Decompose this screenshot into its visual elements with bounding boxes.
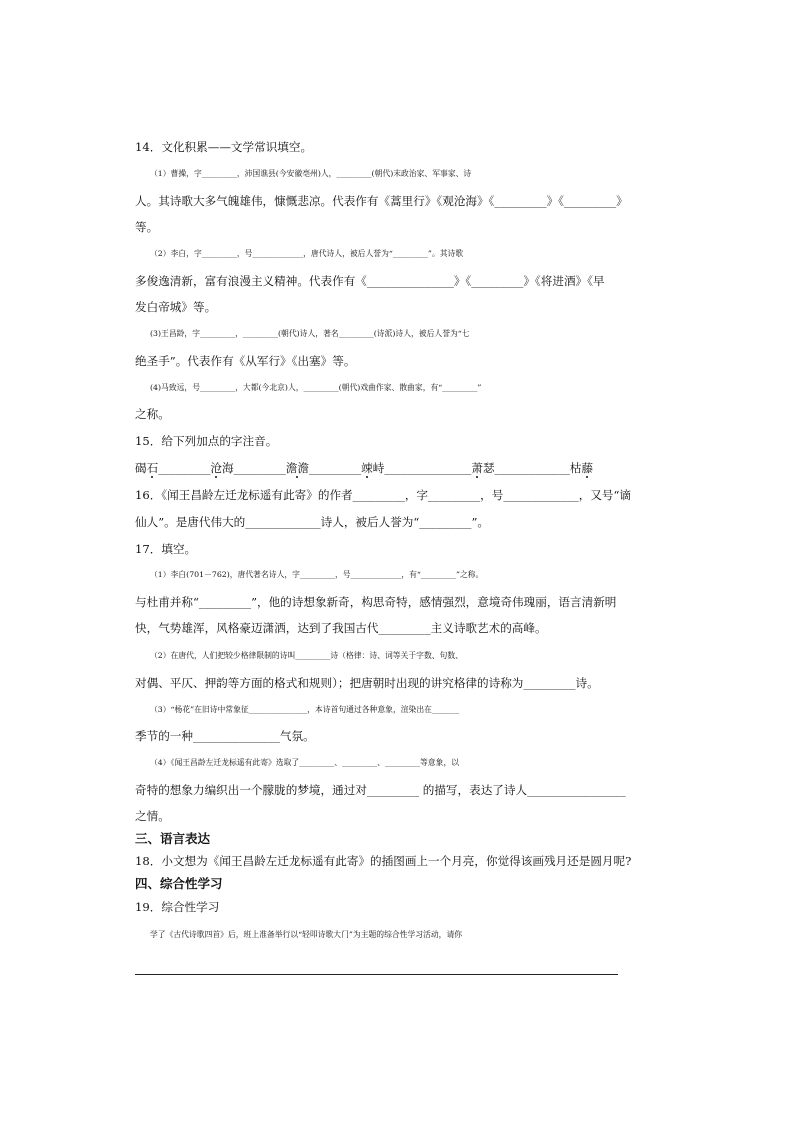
q17-1-line-1: （1）李白(701－762)，唐代著名诗人，字_________，号_____________，有“_________”之称。 [150, 570, 484, 579]
question-18: 18．小文想为《闻王昌龄左迁龙标遥有此寄》的插图画上一个月亮，你觉得该画残月还是圆月呢? [135, 854, 632, 868]
footer-divider [135, 974, 618, 975]
q14-1-line-1: （1）曹操，字_________，沛国谯县(今安徽亳州)人，_________(朝代)末政治家、军事家、诗 [150, 169, 472, 178]
pinyin-word-5: 萧瑟 [471, 461, 495, 475]
q17-2-line-2: 对偶、平仄、押韵等方面的格式和规则）；把唐朝时出现的讲究格律的诗称为_________诗。 [135, 676, 599, 690]
section-4-heading: 四、综合性学习 [135, 876, 223, 891]
q14-1-line-3: 等。 [135, 220, 159, 234]
pinyin-blank-4: _______________ [384, 461, 472, 475]
q17-3-line-2: 季节的一种_______________气氛。 [135, 729, 315, 743]
pinyin-word-1: 碣石 [135, 461, 159, 475]
pinyin-row [135, 460, 665, 476]
q17-2-line-1: （2）在唐代，人们把较少格律限制的诗叫_________诗（格律：诗、词等关于字数、句数、 [150, 651, 463, 660]
question-15-title: 15．给下列加点的字注音。 [135, 434, 278, 448]
section-3-heading: 三、语言表达 [135, 831, 211, 846]
q17-4-line-3: 之情。 [135, 809, 170, 823]
question-14-title: 14．文化积累——文学常识填空。 [135, 140, 313, 154]
q14-1-line-2: 人。其诗歌大多气魄雄伟，慷慨悲凉。代表作有《蒿里行》《观沧海》《_________》《_________》 [135, 194, 628, 208]
q14-2-line-3: 发白帝城》等。 [135, 300, 217, 314]
q17-4-line-2: 奇特的想象力编织出一个朦胧的梦境，通过对_________ 的描写，表达了诗人_________________ [135, 783, 626, 797]
pinyin-blank-5: _____________ [494, 461, 570, 475]
question-17-title: 17．填空。 [135, 542, 197, 556]
q17-1-line-2: 与杜甫并称“_________”，他的诗想象新奇，构思奇特，感情强烈，意境奇伟瑰丽，语言清新明 [135, 595, 617, 609]
question-16-line-1: 16．《闻王昌龄左迁龙标遥有此寄》的作者_________，字_________，号_____________，又号“谪 [135, 488, 632, 502]
q17-4-line-1: （4）《闻王昌龄左迁龙标遥有此寄》选取了_________、_________、_________等意象，以 [150, 758, 460, 767]
q14-4-line-1: (4)马致远，号_________，大都(今北京)人，_________(朝代)戏曲作家、散曲家，有“_________” [150, 383, 482, 392]
pinyin-blank-2: _________ [233, 461, 286, 475]
q14-2-line-2: 多俊逸清新，富有浪漫主义精神。代表作有《_______________》《_________》《将进酒》《早 [135, 274, 605, 288]
question-16-line-2: 仙人”。是唐代伟大的_____________诗人，被后人誉为“_________”。 [135, 515, 490, 529]
pinyin-word-4: 竦峙 [361, 461, 385, 475]
q14-3-line-1: (3)王昌龄，字_________，_________(朝代)诗人，著名_________(诗派)诗人，被后人誉为“七 [150, 329, 470, 338]
q14-2-line-1: （2）李白，字_________，号_____________，唐代诗人，被后人誉为“_________”。其诗歌 [150, 249, 464, 258]
pinyin-word-2: 沧海 [210, 461, 234, 475]
pinyin-blank-1: _________ [158, 461, 211, 475]
q17-3-line-1: （3）“杨花”在旧诗中常象征_______________，本诗首句通过各种意象，渲染出在_______ [150, 705, 460, 714]
pinyin-word-6: 枯藤 [569, 461, 594, 475]
question-19-title: 19．综合性学习 [135, 900, 220, 914]
q17-1-line-3: 快，气势雄浑，风格豪迈潇洒，达到了我国古代_________主义诗歌艺术的高峰。 [135, 621, 547, 635]
pinyin-word-3: 澹澹 [285, 461, 309, 475]
q14-3-line-2: 绝圣手”。代表作有《从军行》《出塞》等。 [135, 354, 356, 368]
pinyin-blank-3: _________ [308, 461, 362, 475]
q14-4-line-2: 之称。 [135, 407, 170, 421]
question-19-line-1: 学了《古代诗歌四首》后，班上准备举行以“轻叩诗歌大门”为主题的综合性学习活动，请你 [150, 930, 463, 939]
